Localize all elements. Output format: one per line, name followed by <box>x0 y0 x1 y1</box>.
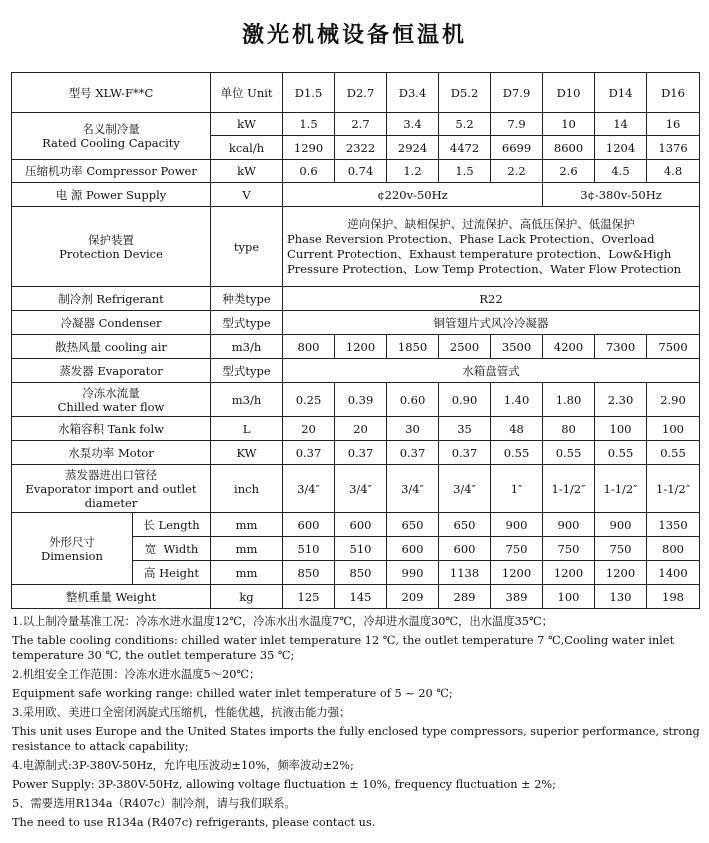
protection-text-en: Phase Reversion Protection、Phase Lack Protection、Overload Current Protection、Exhaust temperature protection、Low&High Pressure Protection、Low Temp Protection、Water Flow Protection <box>287 231 682 276</box>
cooling-kw-cell: 7.9 <box>491 113 543 136</box>
note-1-en: The table cooling conditions: chilled water inlet temperature 12 ℃, the outlet temperature 7 ℃,Cooling water inlet temperature 30 ℃, the outlet temperature 35 ℃; <box>12 634 675 662</box>
tank-cell: 100 <box>595 417 647 441</box>
model-d2-7: D2.7 <box>335 73 387 113</box>
motor-cell: 0.37 <box>335 441 387 465</box>
condenser-unit: 型式type <box>211 311 283 335</box>
compressor-cell: 0.6 <box>283 160 335 183</box>
pipe-unit: inch <box>211 465 283 513</box>
note-5-en: The need to use R134a (R407c) refrigerants, please contact us. <box>12 816 376 829</box>
air-row <box>12 335 700 359</box>
cooling-unit-kw: kW <box>211 113 283 136</box>
refrigerant-row <box>12 287 700 311</box>
protection-row <box>12 207 700 287</box>
height-cell: 1138 <box>439 561 491 585</box>
condenser-value: 铜管翅片式风冷冷凝器 <box>283 311 700 335</box>
power-three-phase: 3¢-380v-50Hz <box>543 183 700 207</box>
weight-cell: 389 <box>491 585 543 609</box>
note-3-cn: 3.采用欧、美进口全密闭涡旋式压缩机，性能优越，抗液击能力强； <box>12 706 351 719</box>
evaporator-value: 水箱盘管式 <box>283 359 700 383</box>
compressor-unit: kW <box>211 160 283 183</box>
air-cell: 3500 <box>491 335 543 359</box>
chilled-label <box>12 383 211 417</box>
tank-cell: 20 <box>335 417 387 441</box>
length-label: 长 Length <box>133 513 211 537</box>
notes-section <box>12 614 702 834</box>
chilled-cell: 0.25 <box>283 383 335 417</box>
page-title: 激光机械设备恒温机 <box>241 23 467 48</box>
pipe-cell: 1-1/2″ <box>543 465 595 513</box>
width-cell: 750 <box>543 537 595 561</box>
chilled-cell: 0.60 <box>387 383 439 417</box>
width-cell: 600 <box>439 537 491 561</box>
height-cell: 850 <box>283 561 335 585</box>
weight-cell: 125 <box>283 585 335 609</box>
cooling-label-cn: 名义制冷量 <box>82 122 140 136</box>
length-unit: mm <box>211 513 283 537</box>
power-unit: V <box>211 183 283 207</box>
weight-cell: 209 <box>387 585 439 609</box>
compressor-row <box>12 160 700 183</box>
evaporator-label: 蒸发器 Evaporator <box>12 359 211 383</box>
width-cell: 750 <box>491 537 543 561</box>
length-row <box>12 513 700 537</box>
pipe-label-en: Evaporator import and outlet diameter <box>25 481 197 510</box>
width-cell: 600 <box>387 537 439 561</box>
cooling-kcal-cell: 6699 <box>491 136 543 160</box>
cooling-label-en: Rated Cooling Capacity <box>42 136 180 150</box>
model-d3-4: D3.4 <box>387 73 439 113</box>
width-unit: mm <box>211 537 283 561</box>
compressor-cell: 0.74 <box>335 160 387 183</box>
model-d5-2: D5.2 <box>439 73 491 113</box>
length-cell: 900 <box>543 513 595 537</box>
pipe-cell: 1″ <box>491 465 543 513</box>
refrigerant-label: 制冷剂 Refrigerant <box>12 287 211 311</box>
motor-cell: 0.55 <box>647 441 700 465</box>
weight-cell: 198 <box>647 585 700 609</box>
weight-row <box>12 585 700 609</box>
pipe-cell: 3/4″ <box>439 465 491 513</box>
pipe-cell: 3/4″ <box>283 465 335 513</box>
weight-cell: 289 <box>439 585 491 609</box>
evaporator-row <box>12 359 700 383</box>
compressor-cell: 4.5 <box>595 160 647 183</box>
tank-cell: 30 <box>387 417 439 441</box>
unit-header: 单位 Unit <box>211 73 283 113</box>
protection-unit: type <box>211 207 283 287</box>
cooling-kcal-cell: 1290 <box>283 136 335 160</box>
cooling-kcal-cell: 8600 <box>543 136 595 160</box>
motor-cell: 0.55 <box>491 441 543 465</box>
model-d14: D14 <box>595 73 647 113</box>
motor-label: 水泵功率 Motor <box>12 441 211 465</box>
height-cell: 990 <box>387 561 439 585</box>
model-label: 型号 XLW-F**C <box>12 73 211 113</box>
cooling-kcal-cell: 2924 <box>387 136 439 160</box>
dimension-label-en: Dimension <box>41 548 103 563</box>
header-row <box>12 73 700 113</box>
dimension-label-cn: 外形尺寸 <box>49 534 95 549</box>
air-cell: 7500 <box>647 335 700 359</box>
weight-cell: 145 <box>335 585 387 609</box>
note-1-cn: 1.以上制冷量基准工况：冷冻水进水温度12℃，冷冻水出水温度7℃，冷却进水温度30℃，出水温度35℃； <box>12 615 553 628</box>
model-d10: D10 <box>543 73 595 113</box>
length-cell: 900 <box>491 513 543 537</box>
motor-cell: 0.37 <box>283 441 335 465</box>
model-d7-9: D7.9 <box>491 73 543 113</box>
chilled-label-cn: 冷冻水流量 <box>82 385 140 400</box>
protection-label-en: Protection Device <box>59 246 163 261</box>
weight-cell: 130 <box>595 585 647 609</box>
compressor-label: 压缩机功率 Compressor Power <box>12 160 211 183</box>
air-cell: 2500 <box>439 335 491 359</box>
condenser-row <box>12 311 700 335</box>
spec-table <box>11 72 700 609</box>
motor-row <box>12 441 700 465</box>
cooling-label <box>12 113 211 160</box>
pipe-cell: 3/4″ <box>335 465 387 513</box>
cooling-kcal-cell: 1204 <box>595 136 647 160</box>
cooling-unit-kcal: kcal/h <box>211 136 283 160</box>
motor-cell: 0.37 <box>439 441 491 465</box>
width-cell: 510 <box>283 537 335 561</box>
note-5-cn: 5、需要选用R134a（R407c）制冷剂，请与我们联系。 <box>12 797 296 810</box>
chilled-cell: 1.40 <box>491 383 543 417</box>
condenser-label: 冷凝器 Condenser <box>12 311 211 335</box>
compressor-cell: 1.5 <box>439 160 491 183</box>
chilled-cell: 0.90 <box>439 383 491 417</box>
length-cell: 1350 <box>647 513 700 537</box>
note-4-cn: 4.电源制式:3P-380V-50Hz，允许电压波动±10%，频率波动±2%; <box>12 759 354 772</box>
chilled-label-en: Chilled water flow <box>57 399 165 414</box>
length-cell: 900 <box>595 513 647 537</box>
tank-cell: 100 <box>647 417 700 441</box>
air-cell: 800 <box>283 335 335 359</box>
power-row <box>12 183 700 207</box>
note-2-en: Equipment safe working range: chilled water inlet temperature of 5 ~ 20 ℃; <box>12 687 453 700</box>
pipe-row <box>12 465 700 513</box>
width-cell: 750 <box>595 537 647 561</box>
motor-cell: 0.37 <box>387 441 439 465</box>
chilled-cell: 1.80 <box>543 383 595 417</box>
weight-label: 整机重量 Weight <box>12 585 211 609</box>
compressor-cell: 1.2 <box>387 160 439 183</box>
cooling-kw-cell: 16 <box>647 113 700 136</box>
cooling-kw-cell: 1.5 <box>283 113 335 136</box>
air-label: 散热风量 cooling air <box>12 335 211 359</box>
weight-unit: kg <box>211 585 283 609</box>
air-cell: 1850 <box>387 335 439 359</box>
cooling-kw-cell: 14 <box>595 113 647 136</box>
pipe-cell: 1-1/2″ <box>595 465 647 513</box>
motor-cell: 0.55 <box>595 441 647 465</box>
tank-cell: 35 <box>439 417 491 441</box>
cooling-kcal-cell: 2322 <box>335 136 387 160</box>
height-label: 高 Height <box>133 561 211 585</box>
cooling-kw-row <box>12 113 700 136</box>
tank-cell: 48 <box>491 417 543 441</box>
compressor-cell: 4.8 <box>647 160 700 183</box>
height-cell: 1400 <box>647 561 700 585</box>
compressor-cell: 2.6 <box>543 160 595 183</box>
power-single-phase: ¢220v-50Hz <box>283 183 543 207</box>
chilled-row <box>12 383 700 417</box>
height-cell: 1200 <box>543 561 595 585</box>
motor-unit: KW <box>211 441 283 465</box>
chilled-cell: 2.30 <box>595 383 647 417</box>
refrigerant-value: R22 <box>283 287 700 311</box>
tank-cell: 80 <box>543 417 595 441</box>
power-label: 电 源 Power Supply <box>12 183 211 207</box>
height-cell: 850 <box>335 561 387 585</box>
cooling-kcal-cell: 1376 <box>647 136 700 160</box>
weight-cell: 100 <box>543 585 595 609</box>
cooling-kw-cell: 5.2 <box>439 113 491 136</box>
protection-text-cn: 逆向保护、缺相保护、过流保护、高低压保护、低温保护 <box>347 216 635 231</box>
chilled-cell: 0.39 <box>335 383 387 417</box>
tank-cell: 20 <box>283 417 335 441</box>
note-4-en: Power Supply: 3P-380V-50Hz, allowing voltage fluctuation ± 10%, frequency fluctuation ± 2%; <box>12 778 556 791</box>
width-label: 宽 Width <box>133 537 211 561</box>
chilled-cell: 2.90 <box>647 383 700 417</box>
air-unit: m3/h <box>211 335 283 359</box>
air-cell: 4200 <box>543 335 595 359</box>
model-d16: D16 <box>647 73 700 113</box>
dimension-label <box>12 513 133 585</box>
evaporator-unit: 型式type <box>211 359 283 383</box>
air-cell: 7300 <box>595 335 647 359</box>
cooling-kw-cell: 2.7 <box>335 113 387 136</box>
chilled-unit: m3/h <box>211 383 283 417</box>
air-cell: 1200 <box>335 335 387 359</box>
pipe-label-cn: 蒸发器进出口管径 <box>65 467 157 482</box>
cooling-kcal-cell: 4472 <box>439 136 491 160</box>
cooling-kw-cell: 3.4 <box>387 113 439 136</box>
tank-label: 水箱容积 Tank folw <box>12 417 211 441</box>
motor-cell: 0.55 <box>543 441 595 465</box>
length-cell: 600 <box>283 513 335 537</box>
compressor-cell: 2.2 <box>491 160 543 183</box>
tank-unit: L <box>211 417 283 441</box>
width-cell: 510 <box>335 537 387 561</box>
length-cell: 600 <box>335 513 387 537</box>
pipe-label <box>12 465 211 513</box>
height-cell: 1200 <box>595 561 647 585</box>
refrigerant-unit: 种类type <box>211 287 283 311</box>
protection-label <box>12 207 211 287</box>
note-2-cn: 2.机组安全工作范围：冷冻水进水温度5～20℃； <box>12 668 261 681</box>
height-unit: mm <box>211 561 283 585</box>
pipe-cell: 1-1/2″ <box>647 465 700 513</box>
protection-label-cn: 保护装置 <box>88 232 134 247</box>
width-cell: 800 <box>647 537 700 561</box>
height-cell: 1200 <box>491 561 543 585</box>
cooling-kw-cell: 10 <box>543 113 595 136</box>
protection-details <box>283 207 700 287</box>
model-d1-5: D1.5 <box>283 73 335 113</box>
length-cell: 650 <box>439 513 491 537</box>
pipe-cell: 3/4″ <box>387 465 439 513</box>
note-3-en: This unit uses Europe and the United States imports the fully enclosed type compressors, superior performance, strong resistance to attack capability; <box>12 725 700 753</box>
length-cell: 650 <box>387 513 439 537</box>
tank-row <box>12 417 700 441</box>
